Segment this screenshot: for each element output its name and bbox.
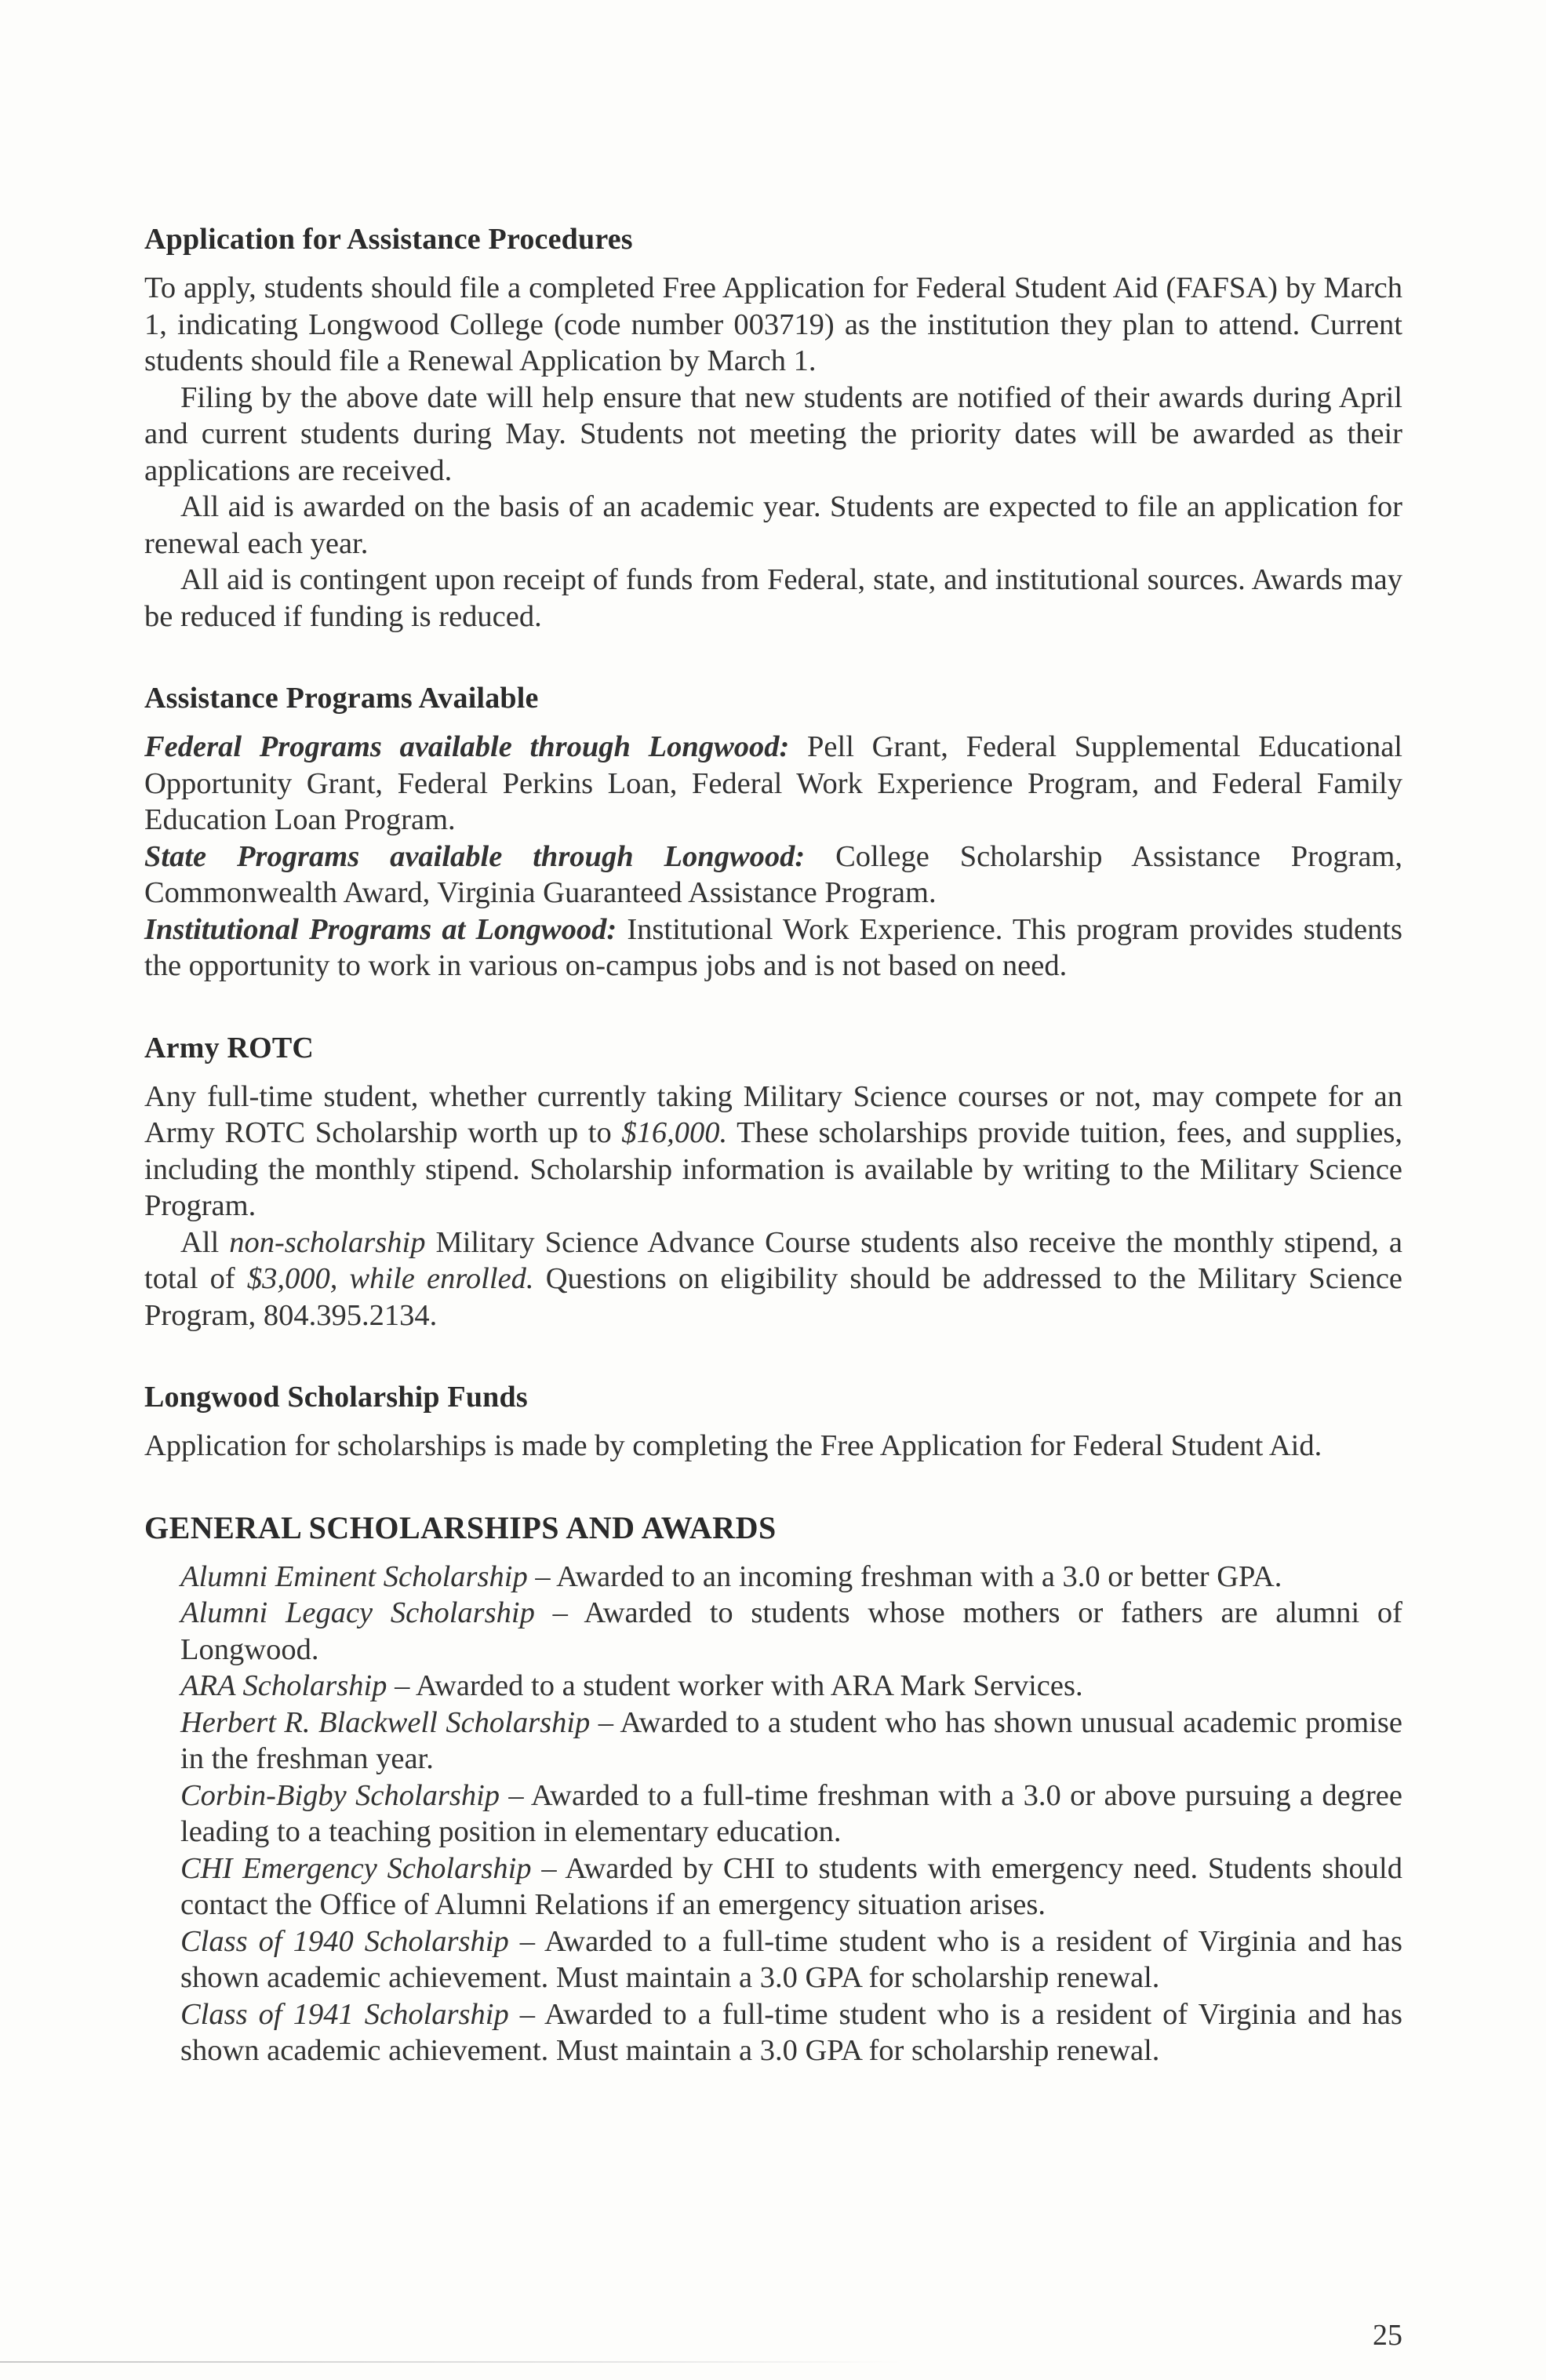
scholarship-name: CHI Emergency Scholarship (180, 1851, 532, 1885)
rotc-text: Military Science Advance Course students also receive the monthly stipend, a total of (144, 1225, 1402, 1295)
rotc-paragraph (144, 1079, 1402, 1225)
scholarship-item (144, 1559, 1402, 1596)
procedures-paragraph: Filing by the above date will help ensure that new students are notified of their awards during April and current students during May. Students not meeting the priority dates will be awarded as their applications are received. (144, 380, 1402, 487)
application-procedures-heading: Application for Assistance Procedures (144, 223, 633, 256)
scholarship-item (144, 1705, 1402, 1778)
longwood-funds-heading: Longwood Scholarship Funds (144, 1381, 528, 1414)
scholarship-item (144, 1996, 1402, 2069)
stipend-amount: $3,000, while enrolled. (246, 1262, 534, 1295)
page-number: 25 (1373, 2319, 1402, 2352)
scholarship-description: – Awarded to a student worker with ARA Mark Services. (387, 1669, 1083, 1702)
state-programs-text: College Scholarship Assistance Program, Commonwealth Award, Virginia Guaranteed Assistance Program. (144, 839, 1403, 909)
scholarship-name: ARA Scholarship (180, 1669, 387, 1702)
rotc-paragraph (144, 1225, 1402, 1334)
longwood-funds-section (144, 1377, 1402, 1465)
general-scholarships-heading: GENERAL SCHOLARSHIPS AND AWARDS (144, 1509, 777, 1545)
army-rotc-section (144, 1028, 1402, 1334)
state-programs-paragraph (144, 839, 1402, 912)
army-rotc-heading: Army ROTC (144, 1031, 315, 1064)
federal-programs-paragraph (144, 729, 1402, 839)
scholarship-name: Class of 1940 Scholarship (180, 1924, 509, 1958)
rotc-scholarship-amount: $16,000. (621, 1116, 728, 1149)
footer-rule (0, 2361, 902, 2363)
scholarship-description: – Awarded by CHI to students with emergency need. Students should contact the Office of Alumni Relations if an emergency situation arises. (180, 1851, 1402, 1921)
rotc-text: Questions on eligibility should be addressed to the Military Science Program, 804.395.2134. (144, 1262, 1402, 1332)
federal-programs-label: Federal Programs available through Longwood: (144, 730, 790, 763)
institutional-programs-paragraph (144, 912, 1402, 984)
scholarship-name: Class of 1941 Scholarship (180, 1997, 509, 2031)
scholarship-item (144, 1851, 1402, 1923)
scholarship-name: Alumni Legacy Scholarship (180, 1596, 535, 1629)
scholarship-description: – Awarded to students whose mothers or fathers are alumni of Longwood. (180, 1596, 1403, 1666)
rotc-text: Any full-time student, whether currently taking Military Science courses or not, may compete for an Army ROTC Scholarship worth up to (144, 1079, 1402, 1149)
document-page (144, 220, 1402, 2113)
procedures-paragraph: All aid is awarded on the basis of an academic year. Students are expected to file an application for renewal each year. (144, 490, 1402, 560)
longwood-funds-paragraph: Application for scholarships is made by completing the Free Application for Federal Student Aid. (144, 1429, 1322, 1462)
institutional-programs-text: Institutional Work Experience. This program provides students the opportunity to work in various on-campus jobs and is not based on need. (144, 912, 1402, 982)
scholarship-item (144, 1923, 1402, 1996)
scholarship-item (144, 1668, 1402, 1705)
scholarship-description: – Awarded to a full-time freshman with a 3.0 or above pursuing a degree leading to a teaching position in elementary education. (180, 1778, 1402, 1848)
assistance-programs-heading: Assistance Programs Available (144, 682, 539, 715)
assistance-programs-section (144, 679, 1402, 984)
scholarship-description: – Awarded to a student who has shown unusual academic promise in the freshman year. (180, 1705, 1402, 1775)
scholarship-description: – Awarded to an incoming freshman with a 3.0 or better GPA. (527, 1559, 1282, 1593)
scholarship-name: Alumni Eminent Scholarship (180, 1559, 528, 1593)
procedures-paragraph: To apply, students should file a completed Free Application for Federal Student Aid (FAFSA) by March 1, indicating Longwood College (code number 003719) as the institution they plan to attend. Current students should file a Renewal Application by March 1. (144, 271, 1402, 377)
scholarship-item (144, 1595, 1402, 1668)
federal-programs-text: Pell Grant, Federal Supplemental Educational Opportunity Grant, Federal Perkins Loan, Federal Work Experience Program, and Federal Family Education Loan Program. (144, 730, 1402, 836)
application-procedures-section (144, 220, 1402, 635)
scholarship-name: Herbert R. Blackwell Scholarship (180, 1705, 591, 1739)
rotc-text: These scholarships provide tuition, fees, and supplies, including the monthly stipend. Scholarship information is available by writing to the Military Science Program. (144, 1116, 1402, 1222)
rotc-text: All (180, 1225, 230, 1259)
scholarship-list (144, 1559, 1402, 2069)
state-programs-label: State Programs available through Longwood: (144, 839, 806, 873)
scholarship-description: – Awarded to a full-time student who is a resident of Virginia and has shown academic achievement. Must maintain a 3.0 GPA for scholarship renewal. (180, 1997, 1402, 2067)
scholarship-name: Corbin-Bigby Scholarship (180, 1778, 500, 1812)
non-scholarship-term: non-scholarship (229, 1225, 426, 1259)
scholarship-description: – Awarded to a full-time student who is a resident of Virginia and has shown academic achievement. Must maintain a 3.0 GPA for scholarship renewal. (180, 1924, 1402, 1994)
institutional-programs-label: Institutional Programs at Longwood: (144, 912, 617, 946)
scholarship-item (144, 1778, 1402, 1851)
general-scholarships-section (144, 1508, 1402, 2069)
procedures-paragraph: All aid is contingent upon receipt of funds from Federal, state, and institutional sources. Awards may be reduced if funding is reduced. (144, 563, 1402, 633)
